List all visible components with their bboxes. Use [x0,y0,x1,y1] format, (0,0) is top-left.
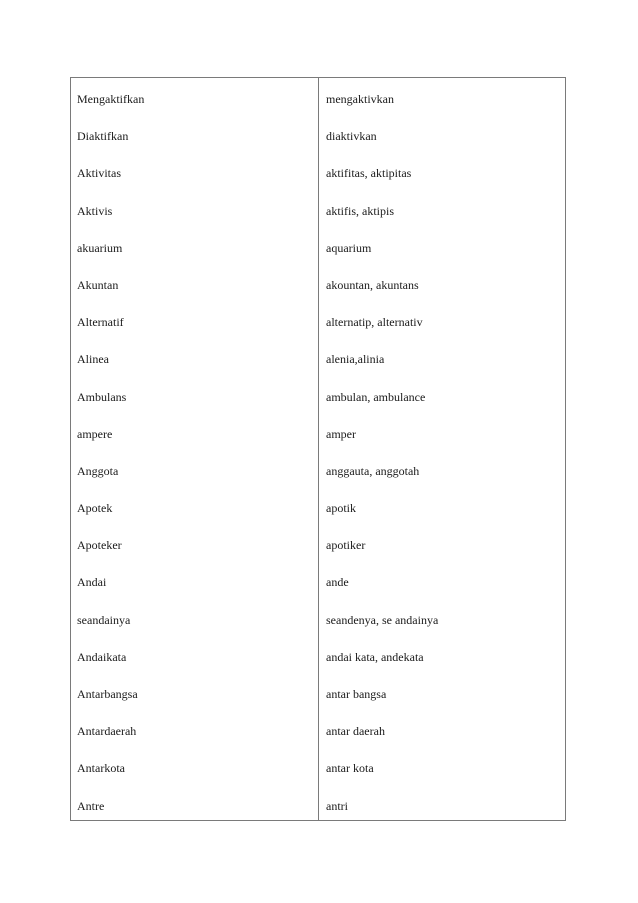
table-row [71,91,565,128]
nonstandard-word-cell: alenia,alinia [326,352,385,367]
standard-word-cell: Antre [77,798,105,813]
table-row [71,165,565,202]
table-row [71,426,565,463]
nonstandard-word-cell: amper [326,426,356,441]
table-row [71,574,565,611]
nonstandard-word-cell: ambulan, ambulance [326,389,426,404]
nonstandard-word-cell: antar kota [326,761,374,776]
table-row [71,314,565,351]
table-row [71,277,565,314]
standard-word-cell: Mengaktifkan [77,92,145,106]
nonstandard-word-cell: antar daerah [326,724,385,739]
standard-word-cell: Andai [77,575,107,590]
standard-word-cell: Antarbangsa [77,687,138,701]
nonstandard-word-cell: apotik [326,501,356,516]
nonstandard-word-cell: akountan, akuntans [326,277,419,292]
table-row [71,389,565,426]
standard-word-cell: Apotek [77,501,113,516]
standard-word-cell: Akuntan [77,277,119,292]
table-rows [71,91,565,835]
nonstandard-word-cell: apotiker [326,538,366,553]
standard-word-cell: Diaktifkan [77,129,129,144]
standard-word-cell: akuarium [77,240,123,255]
standard-word-cell: Aktivitas [77,166,121,181]
nonstandard-word-cell: ande [326,575,349,590]
standard-word-cell: Andaikata [77,649,127,664]
table-row [71,798,565,835]
table-row [71,537,565,574]
standard-word-cell: Antarkota [77,761,125,776]
table-row [71,463,565,500]
standard-word-cell: seandainya [77,612,131,627]
nonstandard-word-cell: mengaktivkan [326,92,394,106]
table-row [71,760,565,797]
nonstandard-word-cell: aktifis, aktipis [326,203,394,218]
nonstandard-word-cell: antar bangsa [326,687,387,701]
nonstandard-word-cell: aktifitas, aktipitas [326,166,412,181]
standard-word-cell: Antardaerah [77,724,137,739]
standard-word-cell: Aktivis [77,203,113,218]
table-row [71,500,565,537]
standard-word-cell: Alinea [77,352,109,367]
table-row [71,203,565,240]
standard-word-cell: ampere [77,426,113,441]
table-row [71,128,565,165]
standard-word-cell: Ambulans [77,389,127,404]
word-table [70,77,566,821]
table-row [71,686,565,723]
standard-word-cell: Apoteker [77,538,122,553]
nonstandard-word-cell: diaktivkan [326,129,377,144]
table-row [71,612,565,649]
table-row [71,723,565,760]
nonstandard-word-cell: alternatip, alternativ [326,315,423,330]
nonstandard-word-cell: seandenya, se andainya [326,612,439,627]
table-row [71,649,565,686]
nonstandard-word-cell: andai kata, andekata [326,649,424,664]
nonstandard-word-cell: antri [326,798,348,813]
table-row [71,351,565,388]
standard-word-cell: Alternatif [77,315,124,330]
nonstandard-word-cell: aquarium [326,240,372,255]
standard-word-cell: Anggota [77,463,119,478]
nonstandard-word-cell: anggauta, anggotah [326,463,420,478]
table-row [71,240,565,277]
